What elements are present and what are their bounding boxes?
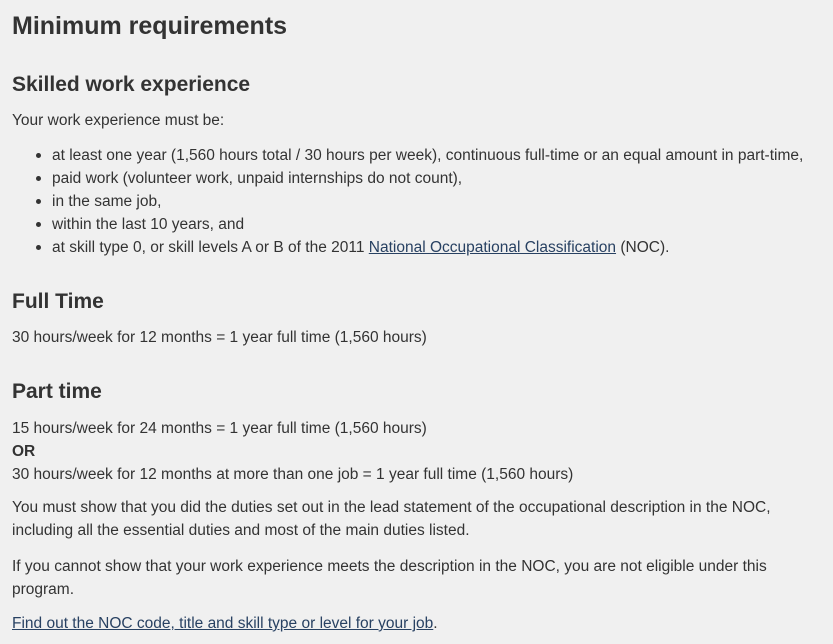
requirements-list	[12, 144, 803, 259]
list-item: paid work (volunteer work, unpaid internships do not count),	[52, 167, 803, 190]
not-eligible-paragraph: If you cannot show that your work experience meets the description in the NOC, you are not eligible under this program.	[12, 558, 767, 598]
list-item: within the last 10 years, and	[52, 213, 803, 236]
or-label: OR	[12, 443, 36, 460]
page-title: Minimum requirements	[12, 12, 288, 40]
find-noc-line	[12, 612, 438, 635]
list-item-text: at skill type 0, or skill levels A or B of the 2011	[52, 239, 369, 256]
duties-paragraph: You must show that you did the duties set out in the lead statement of the occupational description in the NOC, including all the essential duties and most of the main duties listed.	[12, 499, 771, 539]
section-heading-part-time: Part time	[12, 380, 102, 403]
skilled-intro-text: Your work experience must be:	[12, 112, 225, 129]
part-time-line-1: 15 hours/week for 24 months = 1 year full time (1,560 hours)	[12, 420, 427, 437]
list-item	[52, 236, 803, 259]
find-noc-period: .	[433, 615, 438, 632]
section-heading-skilled-work: Skilled work experience	[12, 73, 251, 96]
list-item: at least one year (1,560 hours total / 30 hours per week), continuous full-time or an equal amount in part-time,	[52, 144, 803, 167]
noc-link[interactable]: National Occupational Classification	[368, 239, 617, 256]
full-time-text: 30 hours/week for 12 months = 1 year full time (1,560 hours)	[12, 329, 427, 346]
section-heading-full-time: Full Time	[12, 290, 104, 313]
find-noc-link[interactable]: Find out the NOC code, title and skill type or level for your job	[12, 615, 434, 632]
part-time-or	[12, 440, 35, 463]
list-item-text: (NOC).	[616, 239, 670, 256]
list-item: in the same job,	[52, 190, 803, 213]
part-time-line-2: 30 hours/week for 12 months at more than one job = 1 year full time (1,560 hours)	[12, 466, 574, 483]
